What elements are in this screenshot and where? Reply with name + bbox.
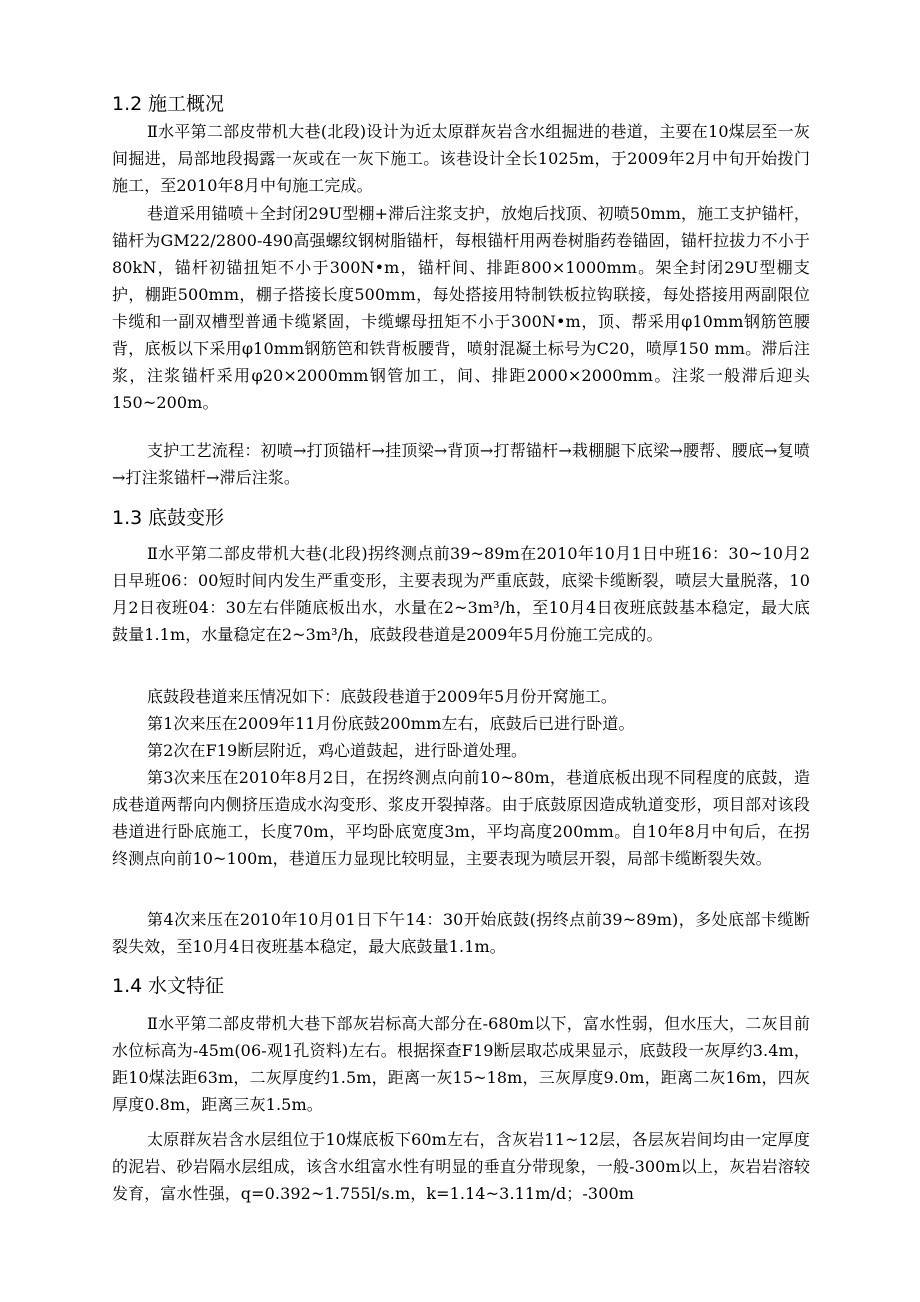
paragraph: 支护工艺流程：初喷→打顶锚杆→挂顶梁→背顶→打帮锚杆→栽棚腿下底梁→腰帮、腰底→复喷→打注浆锚杆→滞后注浆。 [112,441,810,487]
paragraph: 第3次来压在2010年8月2日，在拐终测点向前10~80m，巷道底板出现不同程度的底鼓，造成巷道两帮向内侧挤压造成水沟变形、浆皮开裂掉落。由于底鼓原因造成轨道变形，项目部对该段巷道进行卧底施工，长度70m，平均卧底宽度3m，平均高度200mm。自10年8月中旬后，在拐终测点向前10~100m，巷道压力显现比较明显，主要表现为喷层开裂，局部卡缆断裂失效。 [112,768,810,868]
paragraph: 底鼓段巷道来压情况如下：底鼓段巷道于2009年5月份开窝施工。 [147,687,617,706]
paragraph: Ⅱ水平第二部皮带机大巷(北段)拐终测点前39~89m在2010年10月1日中班16：30~10月2日早班06：00短时间内发生严重变形，主要表现为严重底鼓，底梁卡缆断裂，喷层大量脱落，10月2日夜班04：30左右伴随底板出水，水量在2~3m³/h，至10月4日夜班底鼓基本稳定，最大底鼓量1.1m，水量稳定在2~3m³/h，底鼓段巷道是2009年5月份施工完成的。 [112,544,810,644]
paragraph: Ⅱ水平第二部皮带机大巷(北段)设计为近太原群灰岩含水组掘进的巷道，主要在10煤层至一灰间掘进，局部地段揭露一灰或在一灰下施工。该巷设计全长1025m，于2009年2月中旬开始拨门施工，至2010年8月中旬施工完成。 [112,122,810,195]
paragraph: Ⅱ水平第二部皮带机大巷下部灰岩标高大部分在-680m以下，富水性弱，但水压大，二灰目前水位标高为-45m(06-观1孔资料)左右。根据探查F19断层取芯成果显示，底鼓段一灰厚约3.4m，距10煤法距63m，二灰厚度约1.5m，距离一灰15~18m，三灰厚度9.0m，距离二灰16m，四灰厚度0.8m，距离三灰1.5m。 [112,1014,810,1114]
section-number: 1.2 [112,93,143,115]
section-number: 1.3 [112,507,143,529]
section-title: 施工概况 [148,93,225,115]
section-heading [112,972,224,1000]
section-title: 水文特征 [148,975,225,997]
section-number: 1.4 [112,975,143,997]
paragraph: 第2次在F19断层附近，鸡心道鼓起，进行卧道处理。 [147,741,528,760]
section-heading [112,90,224,118]
paragraph: 第4次来压在2010年10月01日下午14：30开始底鼓(拐终点前39~89m)，多处底部卡缆断裂失效，至10月4日夜班基本稳定，最大底鼓量1.1m。 [112,910,810,956]
section-title: 底鼓变形 [148,507,225,529]
section-heading [112,504,224,532]
paragraph: 巷道采用锚喷＋全封闭29U型棚+滞后注浆支护，放炮后找顶、初喷50mm，施工支护锚杆，锚杆为GM22/2800-490高强螺纹钢树脂锚杆，每根锚杆用两卷树脂药卷锚固，锚杆拉拔力不小于80kN，锚杆初锚扭矩不小于300N•m，锚杆间、排距800×1000mm。架全封闭29U型棚支护，棚距500mm，棚子搭接长度500mm，每处搭接用特制铁板拉钩联接，每处搭接用两副限位卡缆和一副双槽型普通卡缆紧固，卡缆螺母扭矩不小于300N•m，顶、帮采用φ10mm钢筋笆腰背，底板以下采用φ10mm钢筋笆和铁背板腰背，喷射混凝土标号为C20，喷厚150 mm。滞后注浆，注浆锚杆采用φ20×2000mm钢管加工，间、排距2000×2000mm。注浆一般滞后迎头150~200m。 [112,204,810,412]
paragraph: 第1次来压在2009年11月份底鼓200mm左右，底鼓后已进行卧道。 [147,714,635,733]
paragraph: 太原群灰岩含水层组位于10煤底板下60m左右，含灰岩11~12层，各层灰岩间均由一定厚度的泥岩、砂岩隔水层组成，该含水组富水性有明显的垂直分带现象，一般-300m以上，灰岩岩溶较发育，富水性强，q=0.392~1.755l/s.m，k=1.14~3.11m/d；-300m [112,1130,810,1203]
